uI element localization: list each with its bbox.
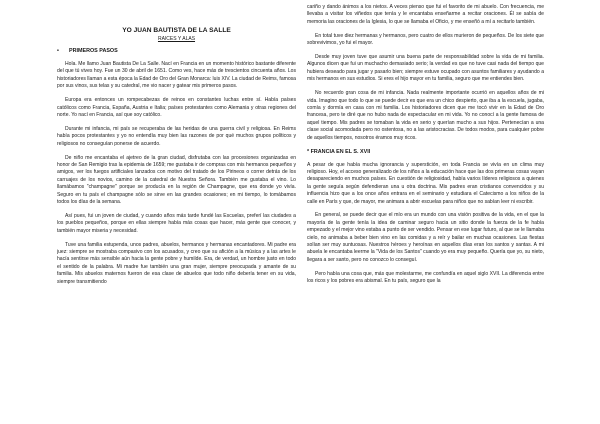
- bullet-icon: •: [57, 48, 59, 54]
- paragraph: Europa era entonces un rompecabezas de reinos en constantes luchas entre sí. Había países católicos como Francia, España, Austria e Italia; países protestantes como Alemania y otras regiones del norte. Yo nací en Francia, así que soy católico.: [57, 97, 296, 118]
- paragraph: Durante mi infancia, mi país se recuperaba de las heridas de una guerra civil y religiosa. En Reims había pocos protestantes y yo no entendía muy bien las razones de por qué muchos grupos políticos y religiosos no conseguían ponerse de acuerdo.: [57, 125, 296, 147]
- document-title: YO JUAN BAUTISTA DE LA SALLE: [122, 27, 231, 34]
- left-column: [57, 48, 296, 418]
- paragraph: A pesar de que había mucha ignorancia y superstición, en toda Francia se vivía en un clima muy religioso. Hoy, el acceso generalizado de los niños a la educación hace que las dos primeras cosas vayan desapareciendo en muchos países. En cuestión de religiosidad, había varios líderes religiosos a quienes la gente seguía según defendieran una u otra doctrina. Mis padres eran cristianos convencidos y su influencia hizo que a los once años entrara en el seminario y estudiara el Catecismo a los niños de la calle en París y que, de mayor, me animara a abrir escuelas para niños que no sabían leer ni escribir.: [307, 161, 544, 205]
- section-heading-primeros-pasos: [57, 48, 296, 55]
- paragraph: En total tuve diez hermanas y hermanos, pero cuatro de ellos murieron de pequeños. De los siete que sobrevivimos, yo fui el mayor.: [307, 32, 544, 47]
- paragraph: En general, se puede decir que el mío era un mundo con una visión positiva de la vida, en el que la mayoría de la gente tenía la idea de caminar seguro hacia un sitio donde la fuerza de la fe había empezado y el mejor vino estaba a punto de ser vendido. Pensar en ese lugar futuro, al que se le llamaba cielo, no animaba a beber bien vino en las comidas y a reír y bailar en muchas ocasiones. Las fiestas solían ser muy suntuosas. Nuestros héroes y heroínas en aquellos días eran los santos y santas. A mi abuela le encantaba leerme la "Vida de los Santos" cuando yo era muy pequeño. Quería que yo, su nieto, llegara a ser santo, pero no conozco lo conseguí.: [307, 212, 544, 263]
- paragraph: Tuve una familia estupenda, unos padres, abuelos, hermanos y hermanas encantadores. Mi padre era juez: siempre se mostraba compasivo con los acusados, y creo que su afición a la música y a las artes le hacía sentirse más sensible aún hacia la gente pobre y humilde. Era, de verdad, un hombre justo en todo el sentido de la palabra. Mi madre fue también una gran mujer, siempre preocupada y amante de su familia. Mis abuelos maternos fueron de esa clase de abuelos que todo niño debería tener en su vida, siempre transmitiendo: [57, 241, 296, 285]
- paragraph: Pero había una cosa que, más que molestarme, me confundía en aquel siglo XVII. La diferencia entre los ricos y los pobres era abismal. En tu país, seguro que la: [307, 270, 544, 285]
- paragraph: Así pues, fui un joven de ciudad, y cuando años más tarde fundé las Escuelas, preferí las ciudades a los pueblos pequeños, porque en ellas siempre había más cosas que hacer, más gente que conocer, y también mayor miseria y necesidad.: [57, 212, 296, 234]
- right-column: [307, 4, 544, 418]
- paragraph: De niño me encantaba el ajetreo de la gran ciudad, disfrutaba con las procesiones organizadas en honor de San Remigio tras la epidemia de 1659; me gustaba ir de compras con mis hermanos pequeños y amigos, ver los fuegos artificiales lanzados con motivo del tratado de los Pirineos o correr detrás de los carruajes de los novios, camino de la catedral de Nuestra Señora. También me gustaba el vino. Lo llamábamos "champagne" porque se producía en la región de Champagne, que era donde yo vivía. Seguro en tu país el champagne sólo se sirve en las grandes ocasiones; en mi tiempo, lo tomábamos todos los días de la semana.: [57, 154, 296, 205]
- paragraph: Hola. Me llamo Juan Bautista De La Salle. Nací en Francia en un momento histórico bastante diferente del que tú vives hoy. Fue un 30 de abril de 1651. Como ves, hace más de trescientos cincuenta años. Los historiadores llaman a esta época la Edad de Oro del Gran Monarca: luis XIV. La ciudad de Reims, famosa por sus vinos, sus telas y su catedral, me vio nacer y gatear mis primeros pasos.: [57, 61, 296, 90]
- section-heading-text: PRIMEROS PASOS: [69, 48, 118, 54]
- section-heading-francia: * FRANCIA EN EL S. XVII: [307, 148, 371, 155]
- paragraph: No recuerdo gran cosa de mi infancia. Nada realmente importante ocurrió en aquellos años de mi vida. Imagino que todo lo que se puede decir es que era un chico despierto, que iba a la escuela, jugaba, comía y dormía en casa con mi familia. Los historiadores dicen que me tocó vivir en la Edad de Oro francesa, pero te diré que no hubo nada de espectacular en mi vida. Yo no conocí a la gente famosa de aquel tiempo. Mis padres se tomaban la vida en serio y querían mucho a sus hijos. Pertenecían a una clase social acomodada pero no ostentosa, no a las aristocracias. De todos modos, para cualquier pobre de aquellos tiempos, nosotros éramos muy ricos.: [307, 90, 544, 141]
- document-subtitle: RAICES Y ALAS: [157, 36, 196, 42]
- paragraph: cariño y dando ánimos a los nietos. A veces pienso que fui el favorito de mi abuelo. Con frecuencia, me llevaba a visitar los viñedos que tenía y le encantaba enseñarme a recitar oraciones. Él se sabía de memoria las oraciones de la Iglesia, lo que se llamaba el Oficio, y me enseñó a mí a recitarlo también.: [307, 4, 544, 25]
- paragraph: Desde muy joven tuve que asumir una buena parte de responsabilidad sobre la vida de mi familia. Algunos dicen que fui un muchacho demasiado serio; la verdad es que no tuve casi nada del tiempo que hubiera deseado para jugar y pasarlo bien; siempre estuve ocupado con asuntos familiares y ayudando a mis hermanos en sus estudios. Si eres el hijo mayor en tu familia, seguro que me entiendes bien.: [307, 54, 544, 83]
